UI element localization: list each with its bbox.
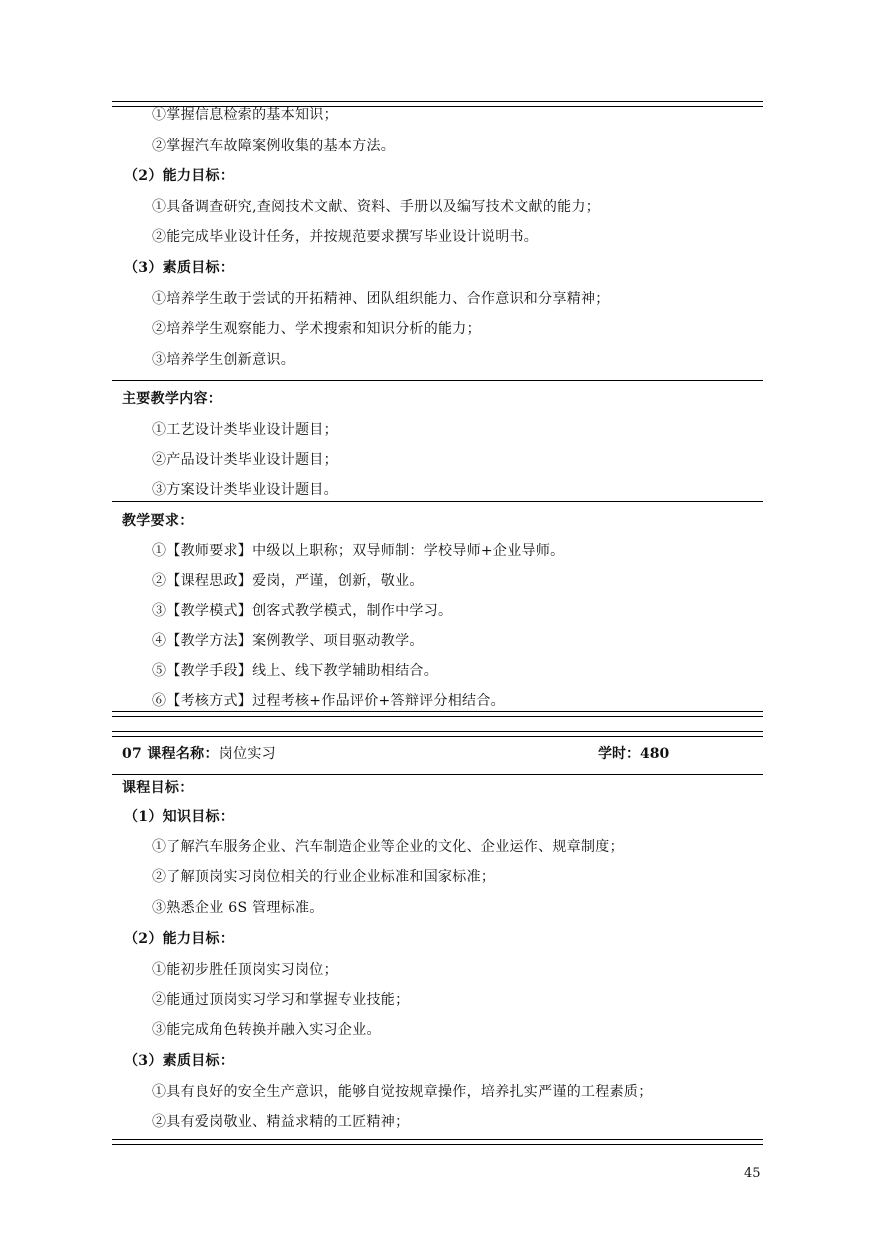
- quality-heading: （3）素质目标：: [124, 260, 235, 276]
- course-name-label: 07 课程名称：: [122, 746, 219, 762]
- quality-item-2: ②培养学生观察能力、学术搜索和知识分析的能力；: [152, 321, 481, 337]
- page-number: 45: [744, 1166, 761, 1181]
- course07-quality-heading: （3）素质目标：: [124, 1053, 235, 1069]
- course07-ability-item-2: ②能通过顶岗实习学习和掌握专业技能；: [152, 992, 410, 1008]
- course-header-divider: [112, 774, 763, 775]
- course07-ability-heading: （2）能力目标：: [124, 931, 235, 947]
- course07-quality-item-2: ②具有爱岗敬业、精益求精的工匠精神；: [152, 1114, 410, 1130]
- knowledge-item-2: ②掌握汽车故障案例收集的基本方法。: [152, 138, 396, 154]
- course-hours: 学时：480: [598, 746, 670, 762]
- bottom-double-rule: [112, 1139, 763, 1145]
- content-heading: 主要教学内容：: [122, 391, 223, 407]
- course07-knowledge-heading: （1）知识目标：: [124, 809, 235, 825]
- requirements-heading: 教学要求：: [122, 513, 194, 529]
- course07-knowledge-item-3: ③熟悉企业 6S 管理标准。: [152, 900, 324, 916]
- course07-ability-item-3: ③能完成角色转换并融入实习企业。: [152, 1022, 381, 1038]
- course07-quality-item-1: ①具有良好的安全生产意识，能够自觉按规章操作，培养扎实严谨的工程素质；: [152, 1084, 653, 1100]
- ability-heading: （2）能力目标：: [124, 168, 235, 184]
- section-end-double-rule: [112, 711, 763, 717]
- course07-top-double-rule: [112, 731, 763, 737]
- ability-item-1: ①具备调查研究,查阅技术文献、资料、手册以及编写技术文献的能力；: [152, 199, 601, 215]
- requirement-item-4: ④【教学方法】案例教学、项目驱动教学。: [152, 633, 424, 649]
- content-item-3: ③方案设计类毕业设计题目。: [152, 482, 338, 498]
- content-item-2: ②产品设计类毕业设计题目；: [152, 452, 338, 468]
- course-name-value: 岗位实习: [218, 746, 276, 762]
- course07-ability-item-1: ①能初步胜任顶岗实习岗位；: [152, 962, 338, 978]
- requirement-item-1: ①【教师要求】中级以上职称；双导师制：学校导师+企业导师。: [152, 543, 565, 559]
- content-divider: [112, 380, 763, 381]
- course07-knowledge-item-1: ①了解汽车服务企业、汽车制造企业等企业的文化、企业运作、规章制度；: [152, 839, 624, 855]
- requirement-item-3: ③【教学模式】创客式教学模式，制作中学习。: [152, 603, 453, 619]
- requirement-item-5: ⑤【教学手段】线上、线下教学辅助相结合。: [152, 663, 438, 679]
- objectives-heading: 课程目标：: [122, 780, 194, 796]
- requirements-divider: [112, 501, 763, 502]
- content-item-1: ①工艺设计类毕业设计题目；: [152, 422, 338, 438]
- course07-knowledge-item-2: ②了解顶岗实习岗位相关的行业企业标准和国家标准；: [152, 869, 496, 885]
- knowledge-item-1: ①掌握信息检索的基本知识；: [152, 107, 338, 123]
- ability-item-2: ②能完成毕业设计任务，并按规范要求撰写毕业设计说明书。: [152, 229, 539, 245]
- requirement-item-2: ②【课程思政】爱岗，严谨，创新，敬业。: [152, 573, 424, 589]
- quality-item-3: ③培养学生创新意识。: [152, 352, 295, 368]
- requirement-item-6: ⑥【考核方式】过程考核+作品评价+答辩评分相结合。: [152, 693, 505, 709]
- course-name-row: [122, 745, 276, 763]
- quality-item-1: ①培养学生敢于尝试的开拓精神、团队组织能力、合作意识和分享精神；: [152, 291, 610, 307]
